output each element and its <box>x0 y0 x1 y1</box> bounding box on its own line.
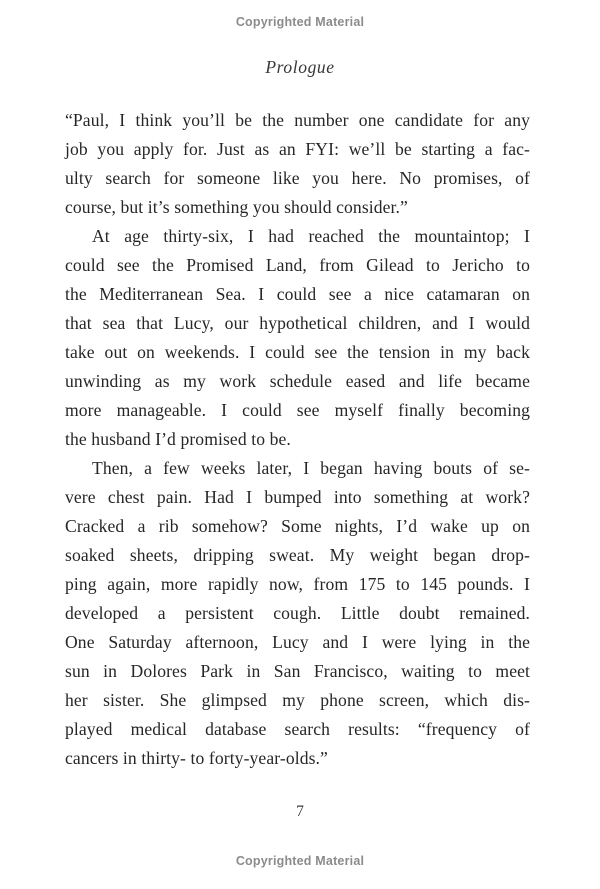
paragraph <box>65 222 530 454</box>
body-line: cancers in thirty- to forty-year-olds.” <box>65 748 328 768</box>
paragraph <box>65 454 530 773</box>
body-line: soaked sheets, dripping sweat. My weight began drop- <box>65 545 530 565</box>
body-line: “Paul, I think you’ll be the number one candidate for any <box>65 110 530 130</box>
body-line: Cracked a rib somehow? Some nights, I’d wake up on <box>65 516 530 536</box>
body-line: Then, a few weeks later, I began having bouts of se- <box>92 458 530 478</box>
body-line: One Saturday afternoon, Lucy and I were lying in the <box>65 632 530 652</box>
body-line: developed a persistent cough. Little doubt remained. <box>65 603 530 623</box>
body-line: vere chest pain. Had I bumped into something at work? <box>65 487 530 507</box>
copyright-banner-top: Copyrighted Material <box>235 15 365 29</box>
body-line: ping again, more rapidly now, from 175 to 145 pounds. I <box>65 574 530 594</box>
body-line: could see the Promised Land, from Gilead to Jericho to <box>65 255 530 275</box>
body-line: job you apply for. Just as an FYI: we’ll be starting a fac- <box>65 139 530 159</box>
body-line: sun in Dolores Park in San Francisco, waiting to meet <box>65 661 530 681</box>
body-line: take out on weekends. I could see the tension in my back <box>65 342 530 362</box>
body-line: the Mediterranean Sea. I could see a nice catamaran on <box>65 284 530 304</box>
body-line: At age thirty-six, I had reached the mountaintop; I <box>92 226 530 246</box>
body-line: her sister. She glimpsed my phone screen, which dis- <box>65 690 530 710</box>
body-line: course, but it’s something you should consider.” <box>65 197 408 217</box>
body-text <box>65 106 530 773</box>
body-line: ulty search for someone like you here. No promises, of <box>65 168 530 188</box>
body-line: that sea that Lucy, our hypothetical children, and I would <box>65 313 530 333</box>
body-line: the husband I’d promised to be. <box>65 429 291 449</box>
prologue-heading: Prologue <box>265 57 335 77</box>
copyright-banner-bottom: Copyrighted Material <box>235 854 365 868</box>
page-number: 7 <box>296 803 304 820</box>
body-line: more manageable. I could see myself finally becoming <box>65 400 530 420</box>
body-line: unwinding as my work schedule eased and life became <box>65 371 530 391</box>
paragraph <box>65 106 530 222</box>
body-line: played medical database search results: “frequency of <box>65 719 530 739</box>
